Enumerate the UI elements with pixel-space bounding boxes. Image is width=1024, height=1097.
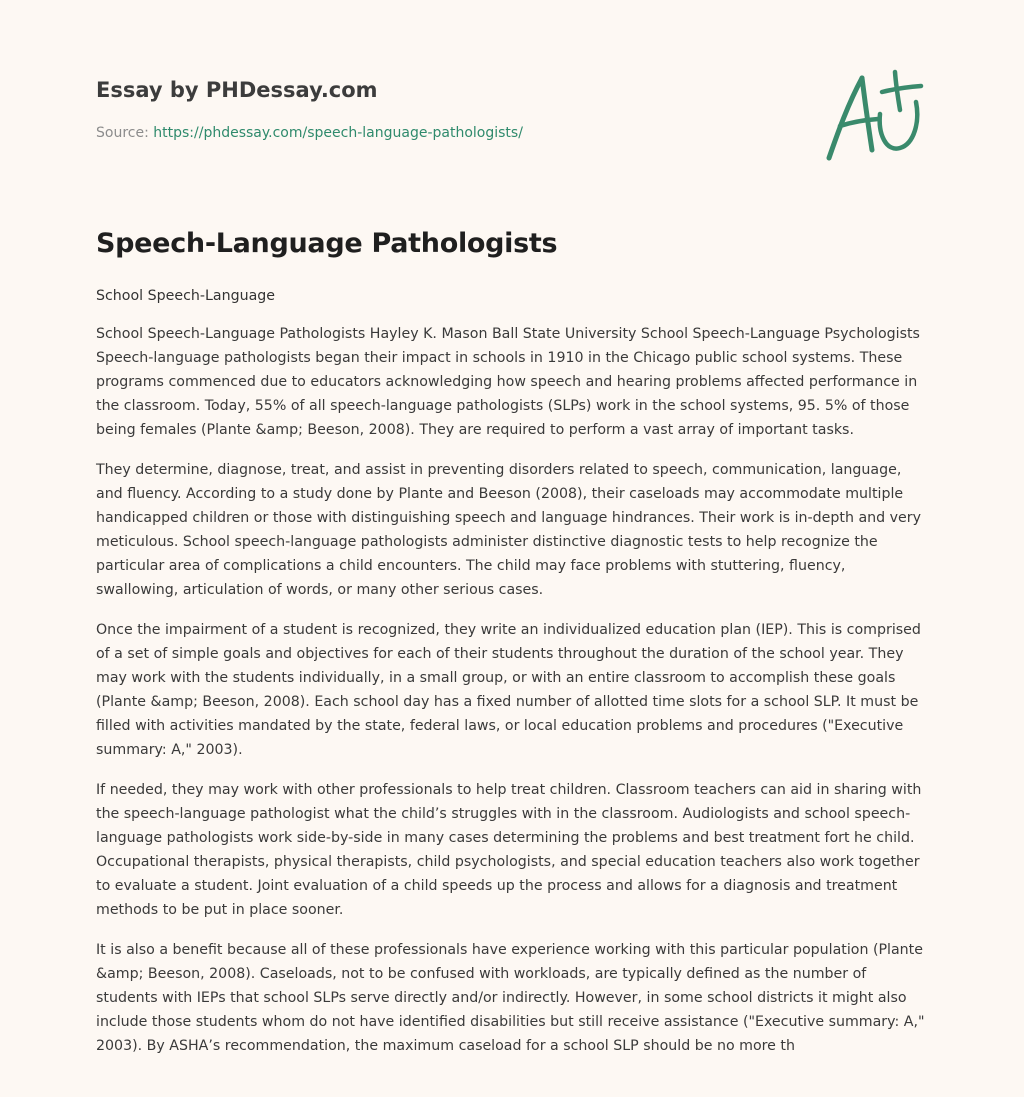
paragraph-4: If needed, they may work with other professionals to help treat children. Classroom teachers can aid in sharing with the speech-language pathologist what the child’s struggles with in the classroom. Audiologists and school speech-language pathologists work side-by-side in many cases determining the problems and best treatment fort he child. Occupational therapists, physical therapists, child psychologists, and special education teachers also work together to evaluate a student. Joint evaluation of a child speeds up the process and allows for a diagnosis and treatment methods to be put in place sooner.: [96, 782, 922, 918]
source-link[interactable]: https://phdessay.com/speech-language-pathologists/: [153, 125, 523, 141]
source-line: [96, 123, 796, 143]
source-label: Source:: [96, 125, 154, 141]
paragraph-5: It is also a benefit because all of these professionals have experience working with this particular population (Plante &amp; Beeson, 2008). Caseloads, not to be confused with workloads, are typically defined as the number of students with IEPs that school SLPs serve directly and/or indirectly. However, in some school districts it might also include those students whom do not have identified disabilities but still receive assistance ("Executive summary: A," 2003). By ASHA’s recommendation, the maximum caseload for a school SLP should be no more th: [96, 942, 925, 1054]
paragraph-2: They determine, diagnose, treat, and assist in preventing disorders related to speech, communication, language, and fluency. According to a study done by Plante and Beeson (2008), their caseloads may accommodate multiple handicapped children or those with distinguishing speech and language hindrances. Their work is in-depth and very meticulous. School speech-language pathologists administer distinctive diagnostic tests to help recognize the particular area of complications a child encounters. The child may face problems with stuttering, fluency, swallowing, articulation of words, or many other serious cases.: [96, 462, 921, 598]
page-header: [96, 74, 796, 143]
paragraph-1: School Speech-Language Pathologists Hayley K. Mason Ball State University School Speech-Language Psychologists Speech-language pathologists began their impact in schools in 1910 in the Chicago public school systems. These programs commenced due to educators acknowledging how speech and hearing problems affected performance in the classroom. Today, 55% of all speech-language pathologists (SLPs) work in the school systems, 95. 5% of those being females (Plante &amp; Beeson, 2008). They are required to perform a vast array of important tasks.: [96, 326, 920, 438]
site-name: Essay by PHDessay.com: [96, 78, 378, 102]
article-title: Speech-Language Pathologists: [96, 228, 558, 259]
paragraph-3: Once the impairment of a student is recognized, they write an individualized education plan (IEP). This is comprised of a set of simple goals and objectives for each of their students throughout the duration of the school year. They may work with the students individually, in a small group, or with an entire classroom to accomplish these goals (Plante &amp; Beeson, 2008). Each school day has a fixed number of allotted time slots for a school SLP. It must be filled with activities mandated by the state, federal laws, or local education problems and procedures ("Executive summary: A," 2003).: [96, 622, 921, 758]
article: [96, 222, 930, 1058]
article-subtitle: School Speech-Language: [96, 288, 276, 304]
a-plus-logo-icon: [818, 62, 930, 172]
